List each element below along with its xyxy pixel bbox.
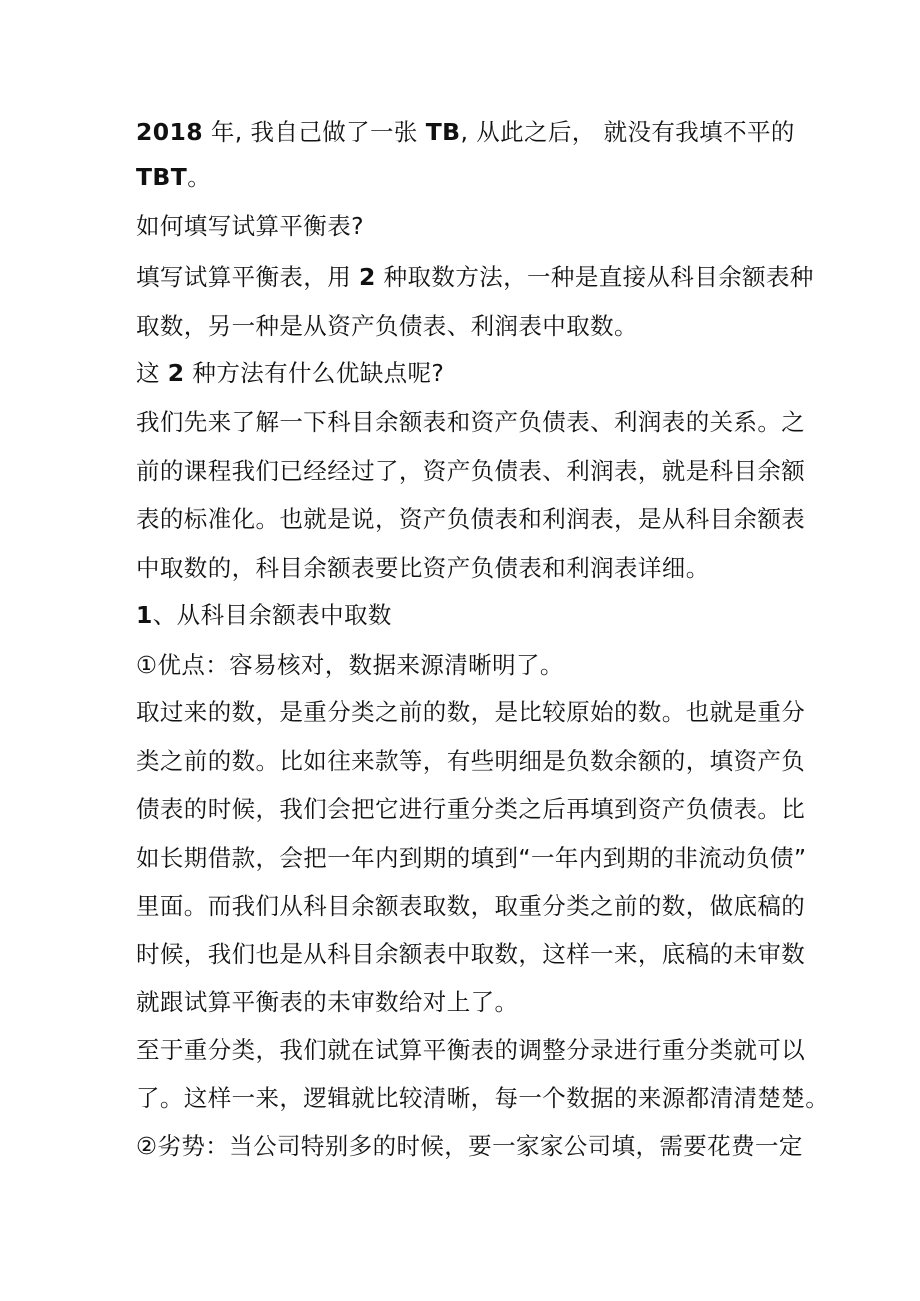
text-line-10: 中取数的，科目余额表要比资产负债表和利润表详细。	[136, 554, 710, 582]
text-line-13: 取过来的数，是重分类之前的数，是比较原始的数。也就是重分	[136, 698, 806, 726]
text-line-1: 2018 年, 我自己做了一张 TB, 从此之后， 就没有我填不平的	[136, 118, 795, 146]
text-line-6: 这 2 种方法有什么优缺点呢?	[136, 359, 445, 387]
text-line-9: 表的标准化。也就是说，资产负债表和利润表，是从科目余额表	[136, 505, 806, 533]
text-line-8: 前的课程我们已经经过了，资产负债表、利润表，就是科目余额	[136, 457, 806, 485]
text-line-3: 如何填写试算平衡表?	[136, 212, 364, 240]
text-line-12: ①优点：容易核对，数据来源清晰明了。	[136, 651, 564, 679]
text-line-22: ②劣势：当公司特别多的时候，要一家家公司填，需要花费一定	[136, 1132, 803, 1160]
text-line-7: 我们先来了解一下科目余额表和资产负债表、利润表的关系。之	[136, 408, 806, 436]
text-line-17: 里面。而我们从科目余额表取数，取重分类之前的数，做底稿的	[136, 892, 806, 920]
text-line-18: 时候，我们也是从科目余额表中取数，这样一来，底稿的未审数	[136, 940, 806, 968]
text-line-19: 就跟试算平衡表的未审数给对上了。	[136, 988, 519, 1016]
text-line-16: 如长期借款，会把一年内到期的填到“一年内到期的非流动负债”	[136, 844, 807, 872]
text-line-5: 取数，另一种是从资产负债表、利润表中取数。	[136, 312, 638, 340]
section-heading-1: 1、从科目余额表中取数	[136, 601, 392, 629]
text-line-21: 了。这样一来，逻辑就比较清晰，每一个数据的来源都清清楚楚。	[136, 1084, 830, 1112]
text-line-4: 填写试算平衡表，用 2 种取数方法，一种是直接从科目余额表种	[136, 263, 814, 291]
text-line-15: 债表的时候，我们会把它进行重分类之后再填到资产负债表。比	[136, 795, 806, 823]
text-line-2: TBT。	[136, 163, 212, 191]
text-line-14: 类之前的数。比如往来款等，有些明细是负数余额的，填资产负	[136, 747, 806, 775]
text-line-20: 至于重分类，我们就在试算平衡表的调整分录进行重分类就可以	[136, 1036, 806, 1064]
